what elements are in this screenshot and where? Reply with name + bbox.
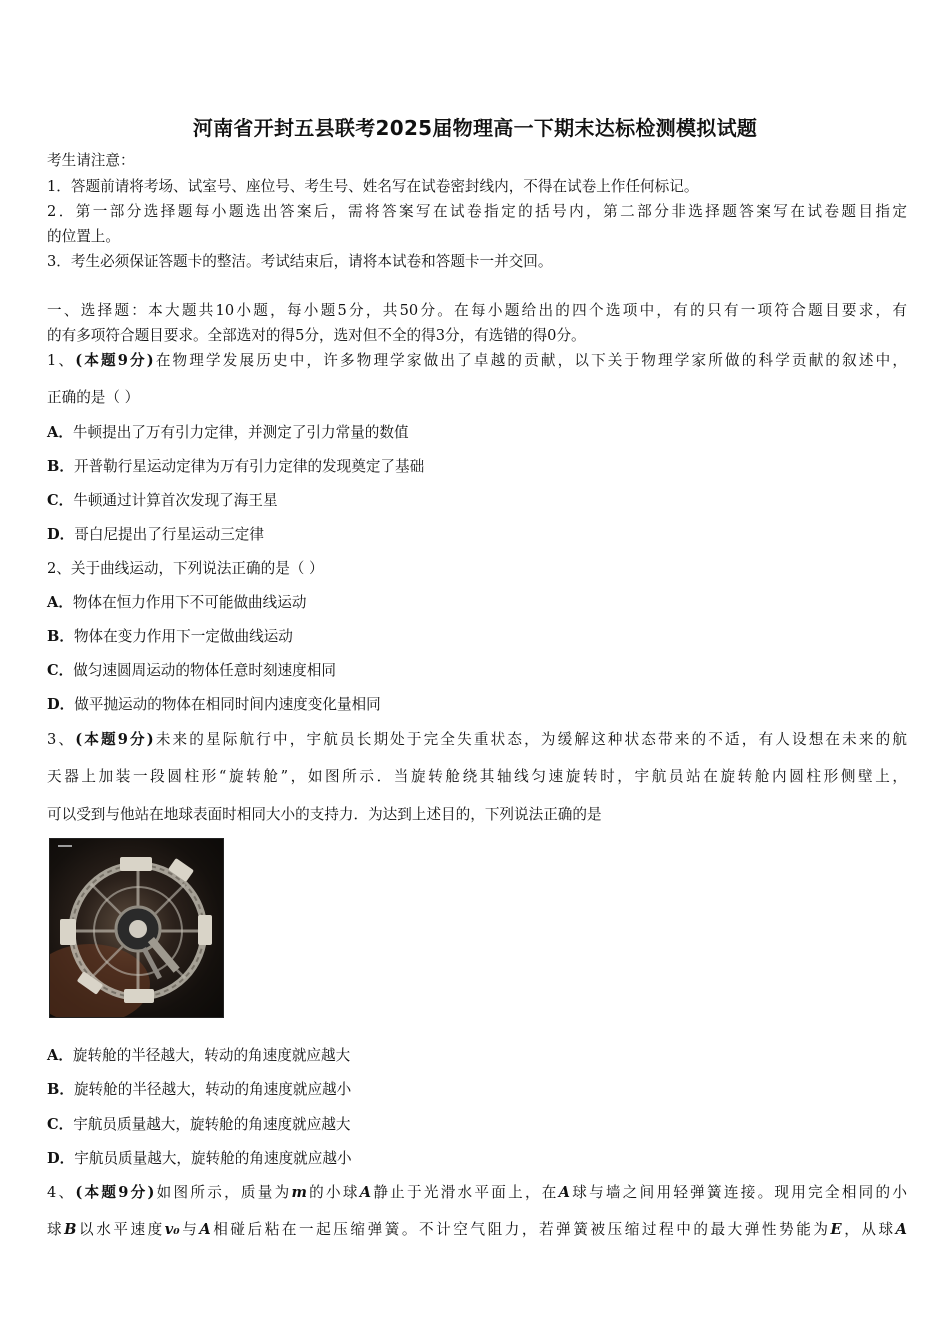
q3-option-b: B．旋转舱的半径越大，转动的角速度就应越小 [47, 1081, 352, 1098]
q1-number: 1、 [47, 352, 76, 369]
q4-stem-line1: 4、(本题9分)如图所示，质量为m的小球A静止于光滑水平面上，在A球与墙之间用轻弹簧连接。现用完全相同的小 [47, 1184, 907, 1201]
q3-option-c: C．宇航员质量越大，旋转舱的角速度就应越大 [47, 1116, 351, 1133]
notice-heading: 考生请注意： [47, 152, 135, 169]
q1-option-b: B．开普勒行星运动定律为万有引力定律的发现奠定了基础 [47, 458, 425, 475]
q3-stem-line3: 可以受到与他站在地球表面时相同大小的支持力．为达到上述目的，下列说法正确的是 [47, 806, 602, 823]
rotating-cabin-figure [49, 838, 224, 1018]
q2-stem: 2、关于曲线运动，下列说法正确的是（ ） [47, 560, 324, 577]
q3-stem-text: 未来的星际航行中，宇航员长期处于完全失重状态，为缓解这种状态带来的不适，有人设想在未来的航 [153, 731, 907, 748]
q1-stem-text: 在物理学发展历史中，许多物理学家做出了卓越的贡献，以下关于物理学家所做的科学贡献的叙述中， [153, 352, 907, 369]
notice-item-2-cont: 的位置上。 [47, 228, 120, 245]
notice-item-1: 1．答题前请将考场、试室号、座位号、考生号、姓名写在试卷密封线内，不得在试卷上作任何标记。 [47, 178, 699, 195]
q1-score: (本题9分) [75, 352, 154, 369]
section-heading-line1: 一、选择题：本大题共10小题，每小题5分，共50分。在每小题给出的四个选项中，有的只有一项符合题目要求，有 [47, 302, 907, 319]
q3-option-a: A．旋转舱的半径越大，转动的角速度就应越大 [47, 1047, 351, 1064]
q3-number: 3、 [47, 731, 76, 748]
space-station-illustration [50, 839, 223, 1017]
q2-option-a: A．物体在恒力作用下不可能做曲线运动 [47, 594, 307, 611]
q2-option-b: B．物体在变力作用下一定做曲线运动 [47, 628, 293, 645]
section-heading-line2: 的有多项符合题目要求。全部选对的得5分，选对但不全的得3分，有选错的得0分。 [47, 327, 586, 344]
q3-stem-line1 [47, 731, 907, 749]
exam-title: 河南省开封五县联考2025届物理高一下期末达标检测模拟试题 [192, 116, 758, 140]
notice-item-3: 3．考生必须保证答题卡的整洁。考试结束后，请将本试卷和答题卡一并交回。 [47, 253, 553, 270]
q3-score: (本题9分) [75, 731, 154, 748]
q2-option-c: C．做匀速圆周运动的物体任意时刻速度相同 [47, 662, 336, 679]
q1-option-c: C．牛顿通过计算首次发现了海王星 [47, 492, 278, 509]
q4-score: (本题9分) [75, 1184, 155, 1201]
notice-item-2: 2．第一部分选择题每小题选出答案后，需将答案写在试卷指定的括号内，第二部分非选择题答案写在试卷题目指定 [47, 203, 907, 220]
q2-option-d: D．做平抛运动的物体在相同时间内速度变化量相同 [47, 696, 381, 713]
q1-option-a: A．牛顿提出了万有引力定律，并测定了引力常量的数值 [47, 424, 409, 441]
q1-stem-line2: 正确的是（ ） [47, 389, 140, 406]
q1-option-d: D．哥白尼提出了行星运动三定律 [47, 526, 264, 543]
q1-stem-line1 [47, 352, 907, 370]
q3-stem-line2: 天器上加装一段圆柱形“旋转舱”，如图所示．当旋转舱绕其轴线匀速旋转时，宇航员站在旋转舱内圆柱形侧壁上， [47, 768, 907, 785]
q4-stem-line2: 球B以水平速度v₀与A相碰后粘在一起压缩弹簧。不计空气阻力，若弹簧被压缩过程中的最大弹性势能为E，从球A [47, 1221, 907, 1238]
q3-option-d: D．宇航员质量越大，旋转舱的角速度就应越小 [47, 1150, 352, 1167]
